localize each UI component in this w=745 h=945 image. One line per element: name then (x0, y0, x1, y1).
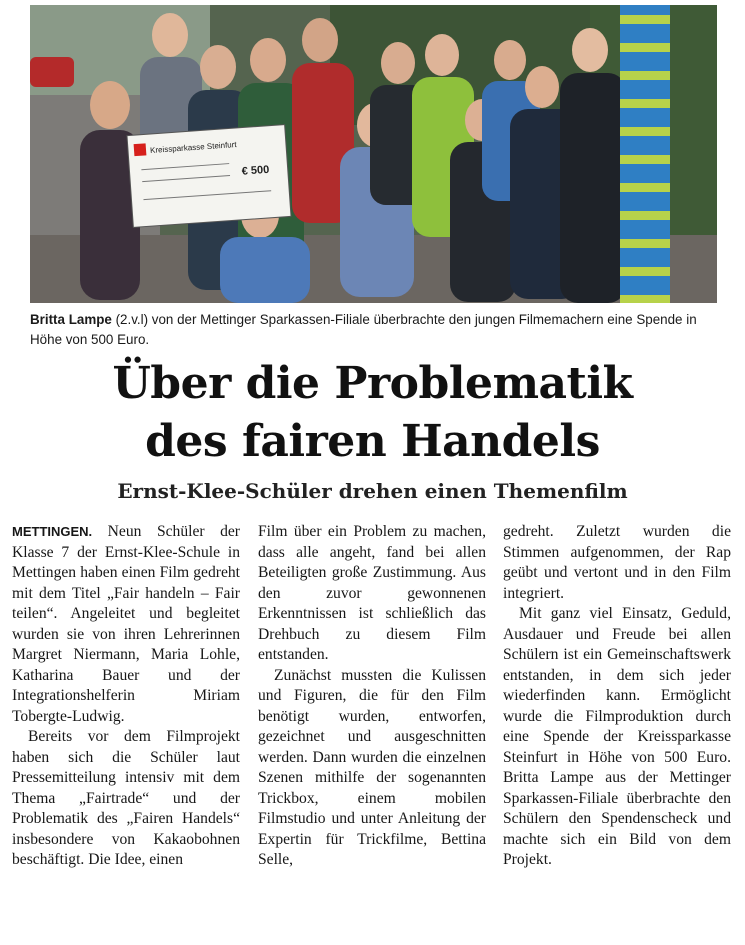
caption-name: Britta Lampe (30, 312, 112, 327)
col2-paragraph-2: Zunächst mussten die Kulissen und Figuren, die für den Film benötigt wurden, entworfen, gezeichnet und ausgeschnitten werden. Dann wurden die einzelnen Szenen mithilfe der sogenannten Trickbox, einem mobilen Filmstudio und unter Anleitung der Expertin für Trickfilme, Bettina Selle, (258, 666, 486, 868)
col1-p1-text: Neun Schüler der Klasse 7 der Ernst-Klee-Schule in Mettingen haben einen Film gedreht mit dem Titel „Fair handeln – Fair teilen“. Angeleitet und begleitet wurden sie von ihren Lehrerinnen Margret Niermann, Maria Lohle, Katharina Bauer und der Integrationshelferin Miriam Tobergte-Ludwig. (12, 523, 240, 725)
article-column-1 (12, 522, 240, 871)
dateline: METTINGEN. (12, 524, 93, 539)
striped-pole (620, 5, 670, 303)
cheque-amount: € 500 (241, 163, 270, 178)
headline-line-2: des fairen Handels (145, 416, 600, 467)
donation-cheque (127, 125, 291, 228)
subheadline: Ernst-Klee-Schüler drehen einen Themenfilm (117, 479, 628, 503)
caption-text: (2.v.l) von der Mettinger Sparkassen-Filiale überbrachte den jungen Filmemachern eine Spende in Höhe von 500 Euro. (30, 312, 697, 347)
col3-paragraph-1: gedreht. Zuletzt wurden die Stimmen aufgenommen, der Rap geübt und vertont und in den Film integriert. (503, 523, 731, 602)
photo-caption (30, 310, 720, 350)
article-column-2 (258, 522, 486, 871)
article-column-3 (503, 522, 731, 871)
car (30, 57, 74, 87)
group-photo-illustration (30, 5, 717, 303)
col2-paragraph-1: Film über ein Problem zu machen, dass alle angeht, fand bei allen Beteiligten große Zustimmung. Aus den zuvor gewonnenen Erkenntnissen ist schließlich das Drehbuch zu diesem Film entstanden. (258, 523, 486, 663)
headline-line-1: Über die Problematik (112, 358, 633, 409)
group-photo (30, 5, 717, 303)
headline (20, 355, 725, 471)
col1-paragraph-1 (12, 522, 240, 727)
cheque-bank-label: Kreissparkasse Steinfurt (149, 140, 237, 156)
col1-paragraph-2: Bereits vor dem Filmprojekt haben sich die Schüler laut Pressemitteilung intensiv mit dem Thema „Fairtrade“ und der Problematik des „Fairen Handels“ insbesondere von Kakaobohnen beschäftigt. Die Idee, einen (12, 728, 240, 868)
col3-paragraph-2: Mit ganz viel Einsatz, Geduld, Ausdauer und Freude bei allen Schülern ist ein Gemeinschaftswerk entstanden, in dem sich jeder wiederfinden kann. Ermöglicht wurde die Filmproduktion durch eine Spende der Kreissparkasse Steinfurt in Höhe von 500 Euro. Britta Lampe aus der Mettinger Sparkassen-Filiale überbrachte den Schülern den Spendenscheck und machte sich ein Bild von dem Projekt. (503, 605, 731, 868)
